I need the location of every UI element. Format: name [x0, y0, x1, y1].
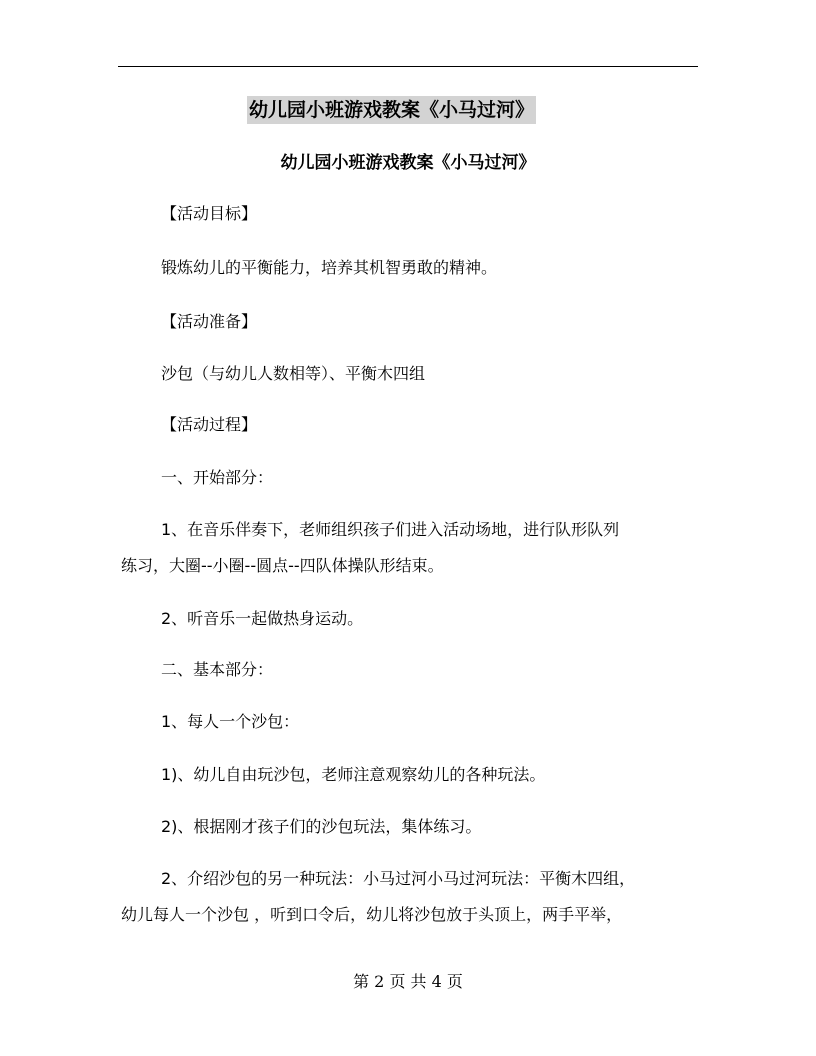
- paragraph: 幼儿每人一个沙包 ，听到口令后，幼儿将沙包放于头顶上，两手平举，: [121, 905, 623, 924]
- paragraph: 2)、根据刚才孩子们的沙包玩法，集体练习。: [161, 817, 482, 836]
- paragraph: 2、听音乐一起做热身运动。: [161, 609, 364, 628]
- header-rule: [118, 66, 698, 67]
- section-heading-goals: 【活动目标】: [161, 204, 258, 223]
- paragraph: 1)、幼儿自由玩沙包，老师注意观察幼儿的各种玩法。: [161, 765, 546, 784]
- section-heading-process: 【活动过程】: [161, 415, 258, 434]
- header-title: 幼儿园小班游戏教案《小马过河》: [247, 96, 536, 124]
- paragraph: 锻炼幼儿的平衡能力，培养其机智勇敢的精神。: [161, 258, 498, 277]
- paragraph: 沙包（与幼儿人数相等）、平衡木四组: [161, 364, 426, 383]
- paragraph: 1、在音乐伴奏下，老师组织孩子们进入活动场地，进行队形队列: [161, 520, 620, 539]
- paragraph: 1、每人一个沙包：: [161, 712, 300, 731]
- paragraph: 2、介绍沙包的另一种玩法：小马过河小马过河玩法：平衡木四组，: [161, 869, 636, 888]
- document-title: 幼儿园小班游戏教案《小马过河》: [280, 153, 536, 173]
- page-number: 第 2 页 共 4 页: [353, 972, 463, 991]
- paragraph: 二、基本部分：: [161, 660, 274, 679]
- paragraph: 一、开始部分：: [161, 468, 274, 487]
- paragraph: 练习，大圈--小圈--圆点--四队体操队形结束。: [121, 556, 444, 575]
- section-heading-preparation: 【活动准备】: [161, 312, 258, 331]
